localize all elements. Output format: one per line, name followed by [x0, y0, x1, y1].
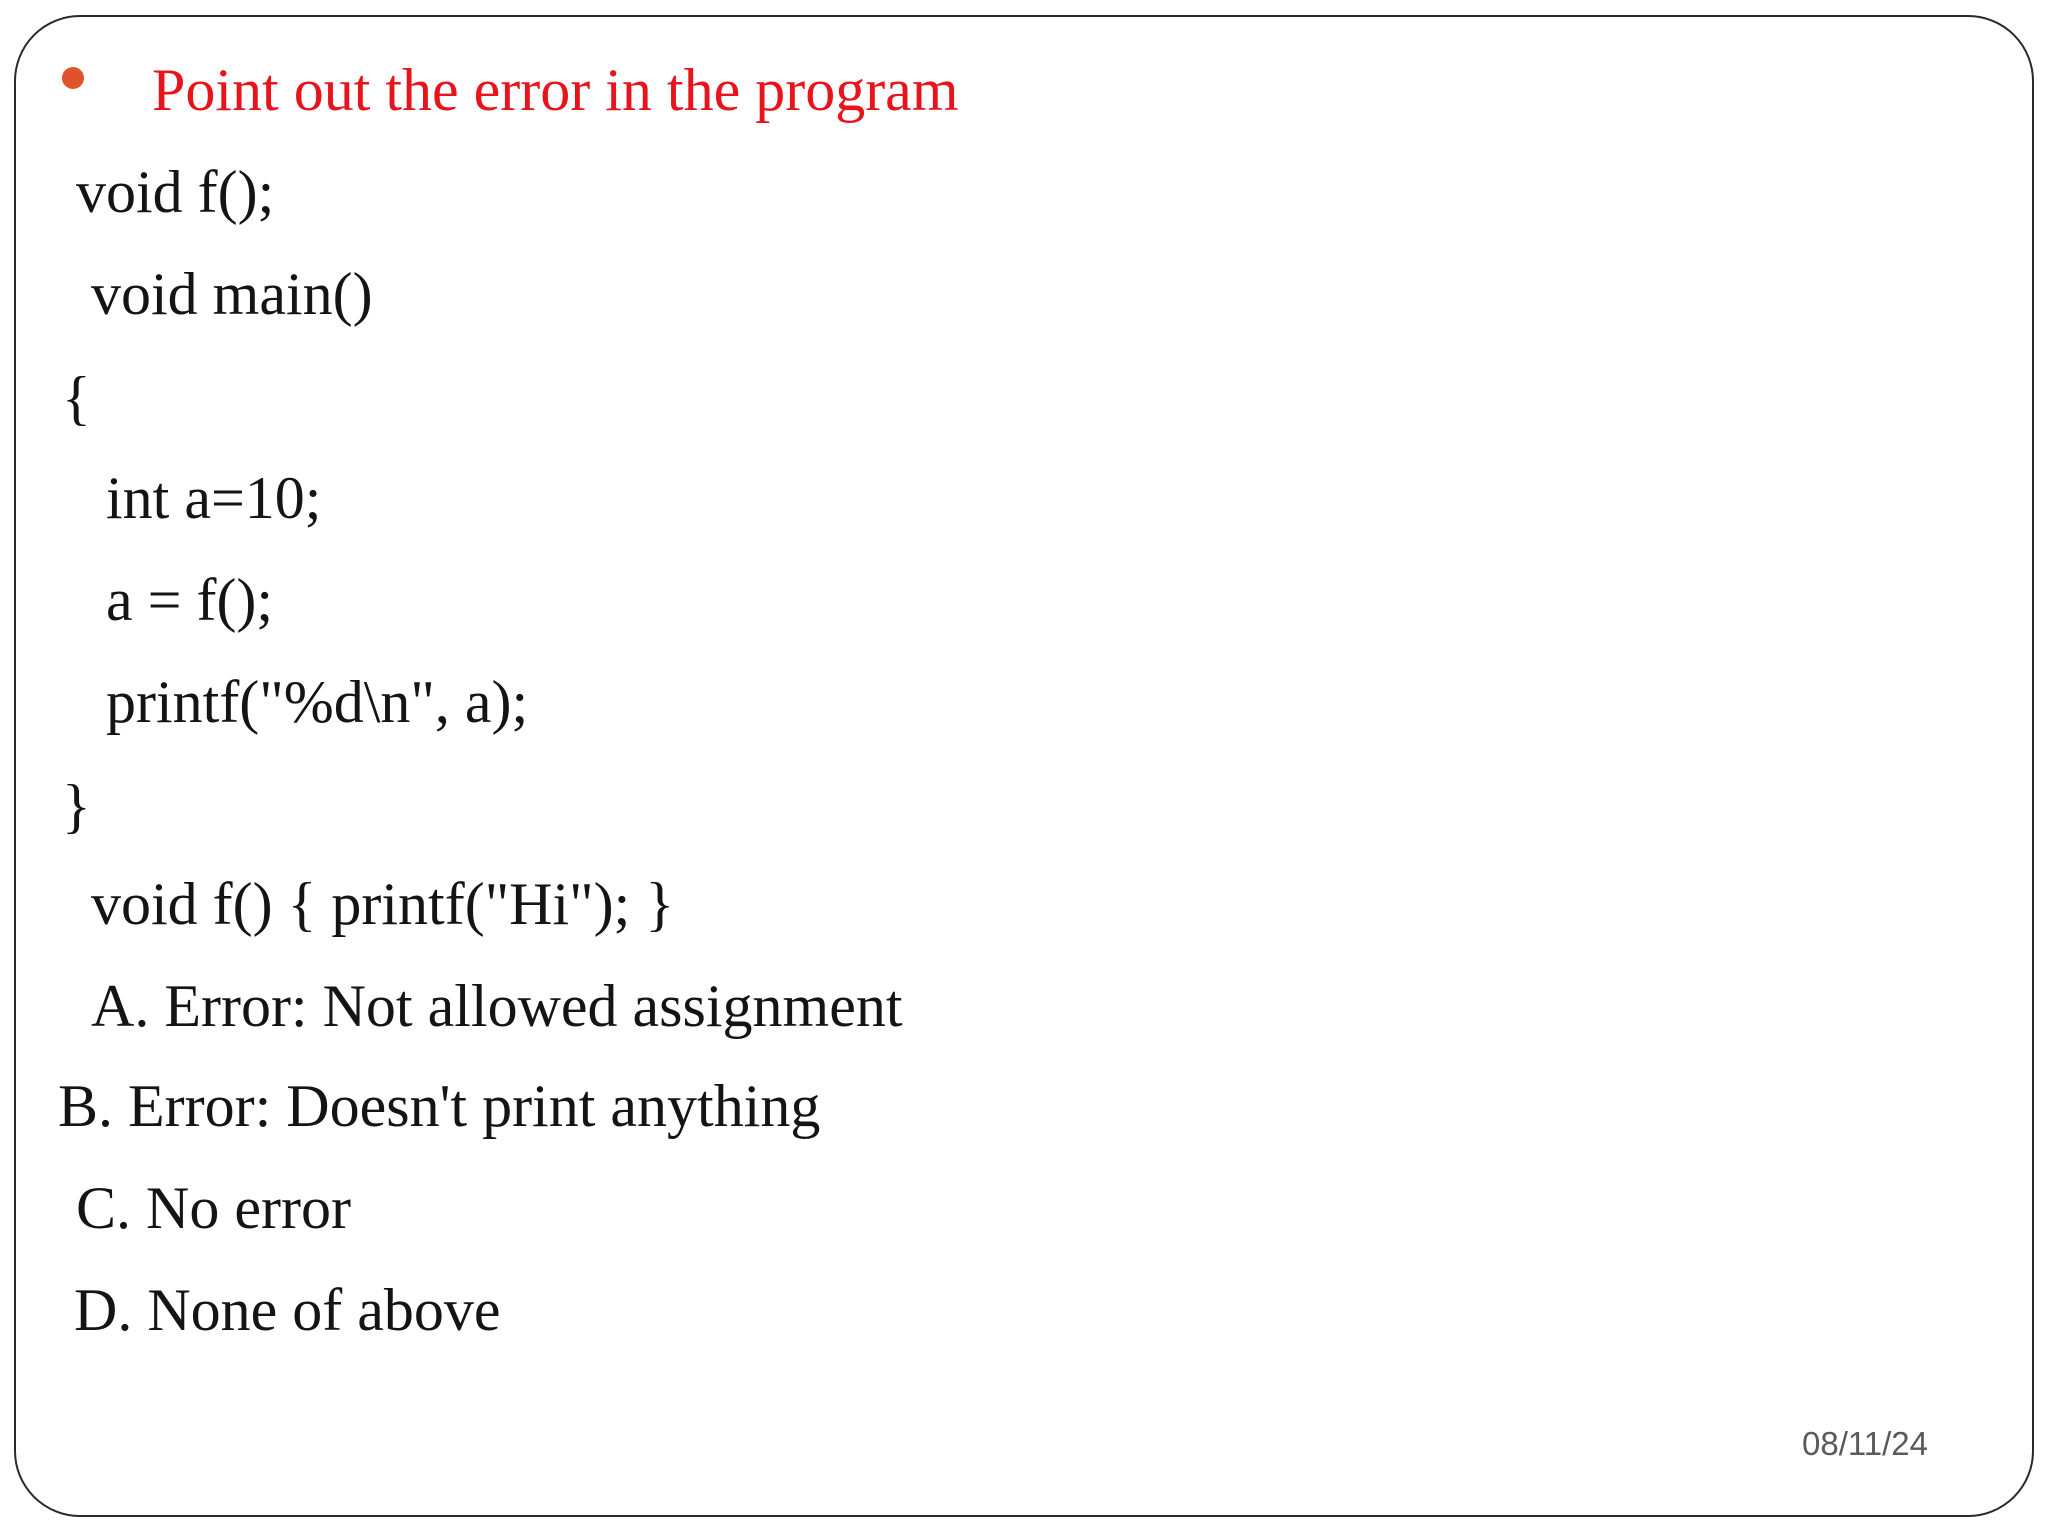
code-line-definition: void f() { printf("Hi"); } — [91, 871, 675, 937]
option-d: D. None of above — [74, 1277, 501, 1343]
code-line-printf: printf("%d\n", a); — [106, 669, 529, 735]
code-line-declaration: int a=10; — [106, 465, 322, 531]
option-c: C. No error — [76, 1175, 351, 1241]
slide-date: 08/11/24 — [1801, 1425, 1928, 1462]
code-line-prototype: void f(); — [76, 159, 275, 225]
code-line-open-brace: { — [62, 365, 91, 431]
code-line-main: void main() — [91, 261, 373, 327]
code-line-close-brace: } — [62, 773, 91, 839]
option-a: A. Error: Not allowed assignment — [91, 973, 903, 1039]
option-b: B. Error: Doesn't print anything — [58, 1073, 821, 1139]
bullet-icon — [62, 67, 84, 89]
code-line-assignment: a = f(); — [106, 567, 274, 633]
slide-title: Point out the error in the program — [152, 57, 959, 123]
